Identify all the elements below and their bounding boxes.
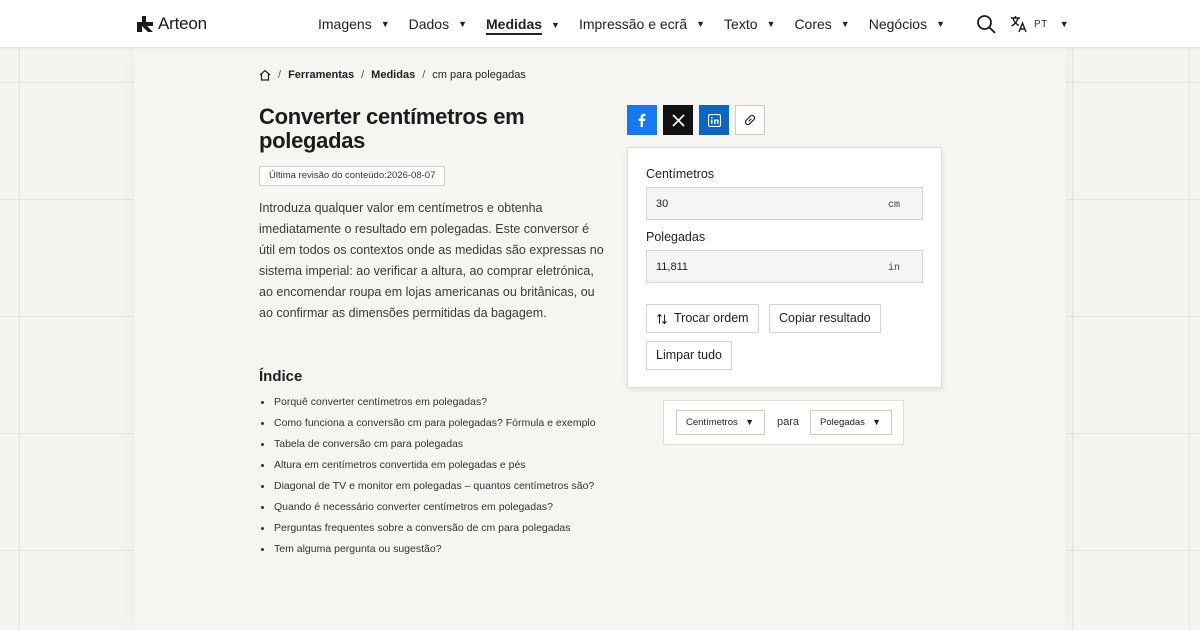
nav-item-label: Negócios <box>868 16 928 32</box>
x-icon <box>672 114 685 127</box>
inches-input[interactable] <box>656 251 856 282</box>
converter-panel <box>627 147 942 388</box>
nav-item-label: Texto <box>724 16 758 32</box>
nav-item-negocios[interactable] <box>869 16 945 32</box>
caret-down-icon: ▼ <box>380 19 390 29</box>
unit-cm: cm <box>887 200 900 211</box>
toc-item[interactable]: Tabela de conversão cm para polegadas <box>259 437 599 452</box>
toc-item[interactable]: Quando é necessário converter centímetros em polegadas? <box>259 500 599 515</box>
intro-paragraph: Introduza qualquer valor em centímetros e obtenha imediatamente o resultado em polegadas. Este conversor é útil em todos os contextos onde as medidas são expressas no sistema imperial: ao verificar a altura, ao comprar eletrónica, ao encomendar roupa em lojas americanas ou britânicas, ou ao confirmar as dimensões permitidas da bagagem. <box>259 201 604 320</box>
breadcrumb-item-ferramentas[interactable]: Ferramentas <box>288 69 355 81</box>
swap-order-label: Trocar ordem <box>674 311 749 325</box>
linkedin-icon <box>708 114 721 127</box>
swap-arrows-icon <box>656 313 668 325</box>
caret-down-icon: ▼ <box>766 19 776 29</box>
caret-down-icon: ▼ <box>696 19 706 29</box>
copy-link-button[interactable] <box>735 105 765 135</box>
main-content <box>134 48 1066 630</box>
to-unit-select[interactable] <box>810 410 892 435</box>
centimeters-label: Centímetros <box>646 167 715 181</box>
nav-item-label: Dados <box>408 16 450 32</box>
copy-result-label: Copiar resultado <box>779 311 871 325</box>
centimeters-field <box>646 187 923 220</box>
share-buttons <box>627 105 765 135</box>
nav-item-cores[interactable] <box>794 16 849 32</box>
page-title: Converter centímetros em polegadas <box>259 104 525 153</box>
breadcrumb-separator: / <box>361 69 365 81</box>
breadcrumb-separator: / <box>278 69 282 81</box>
toc-item[interactable]: Tem alguma pergunta ou sugestão? <box>259 542 599 557</box>
caret-down-icon: ▼ <box>458 19 468 29</box>
share-x-button[interactable] <box>663 105 693 135</box>
top-navigation-bar <box>0 0 1200 48</box>
unit-selector <box>663 400 904 445</box>
facebook-icon <box>635 113 649 127</box>
translate-icon <box>1010 15 1028 33</box>
main-nav <box>318 0 964 48</box>
nav-item-imagens[interactable] <box>318 16 390 32</box>
toc-item[interactable]: Porquê converter centímetros em polegadas? <box>259 395 599 410</box>
toc-item[interactable]: Diagonal de TV e monitor em polegadas – quantos centímetros são? <box>259 479 599 494</box>
breadcrumb-item-medidas[interactable]: Medidas <box>371 69 416 81</box>
inches-field <box>646 250 923 283</box>
nav-item-label: Impressão e ecrã <box>578 16 688 32</box>
share-linkedin-button[interactable] <box>699 105 729 135</box>
caret-down-icon: ▼ <box>936 19 946 29</box>
clear-all-button[interactable] <box>646 341 732 370</box>
breadcrumb-separator: / <box>422 69 426 81</box>
toc-item[interactable]: Perguntas frequentes sobre a conversão de cm para polegadas <box>259 521 599 536</box>
caret-down-icon: ▼ <box>840 19 850 29</box>
caret-down-icon: ▼ <box>1059 19 1069 29</box>
toc-title: Índice <box>259 368 303 385</box>
caret-down-icon: ▼ <box>551 20 560 30</box>
nav-item-impressao-e-ecra[interactable] <box>579 16 705 32</box>
language-code: PT <box>1034 18 1048 30</box>
breadcrumb-current: cm para polegadas <box>432 69 526 81</box>
toc-item[interactable]: Altura em centímetros convertida em polegadas e pés <box>259 458 599 473</box>
nav-item-medidas[interactable] <box>486 14 560 35</box>
home-icon[interactable] <box>259 69 271 81</box>
brand-logo[interactable] <box>137 14 207 34</box>
centimeters-input[interactable] <box>656 188 856 219</box>
breadcrumb <box>259 69 526 81</box>
from-unit-value: Centímetros <box>686 417 738 428</box>
clear-all-label: Limpar tudo <box>656 348 723 362</box>
from-unit-select[interactable] <box>676 410 765 435</box>
share-facebook-button[interactable] <box>627 105 657 135</box>
arteon-logo-icon <box>137 16 153 32</box>
swap-order-button[interactable] <box>646 304 759 333</box>
to-unit-value: Polegadas <box>820 417 865 428</box>
table-of-contents <box>259 395 599 563</box>
language-selector[interactable] <box>1010 15 1069 33</box>
toc-item[interactable]: Como funciona a conversão cm para polegadas? Fórmula e exemplo <box>259 416 599 431</box>
nav-item-label: Cores <box>794 16 832 32</box>
nav-item-label: Medidas <box>486 16 542 35</box>
nav-item-dados[interactable] <box>409 16 467 32</box>
unit-connector-text: para <box>777 416 800 428</box>
nav-item-texto[interactable] <box>724 16 775 32</box>
brand-name: Arteon <box>158 14 207 33</box>
link-icon <box>743 113 757 127</box>
nav-item-label: Imagens <box>318 16 372 32</box>
unit-in: in <box>887 263 900 274</box>
search-button[interactable] <box>976 14 996 34</box>
copy-result-button[interactable] <box>769 304 881 333</box>
revision-badge: Última revisão do conteúdo:2026-08-07 <box>259 166 445 186</box>
inches-label: Polegadas <box>646 230 706 244</box>
search-icon <box>976 14 996 34</box>
caret-down-icon: ▼ <box>745 417 754 427</box>
caret-down-icon: ▼ <box>872 417 881 427</box>
